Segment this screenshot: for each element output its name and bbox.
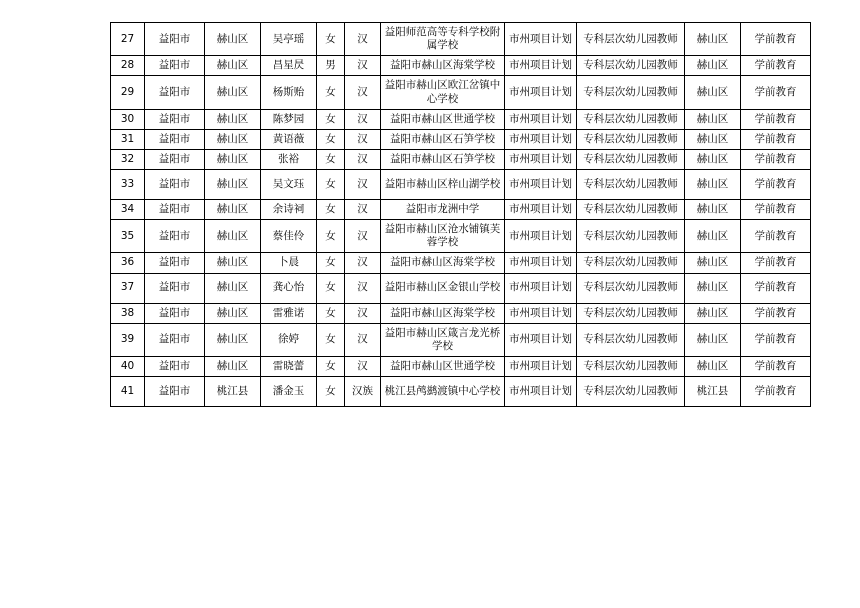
cell-plan: 市州项目计划	[505, 323, 577, 356]
cell-major: 学前教育	[741, 253, 811, 273]
cell-sex: 女	[317, 253, 345, 273]
cell-major: 学前教育	[741, 129, 811, 149]
cell-city: 益阳市	[145, 200, 205, 220]
cell-plan: 市州项目计划	[505, 220, 577, 253]
cell-major: 学前教育	[741, 109, 811, 129]
cell-plan: 市州项目计划	[505, 76, 577, 109]
cell-place: 赫山区	[685, 129, 741, 149]
cell-district: 赫山区	[205, 220, 261, 253]
cell-plan: 市州项目计划	[505, 303, 577, 323]
cell-place: 赫山区	[685, 356, 741, 376]
cell-name: 陈梦园	[261, 109, 317, 129]
cell-ethnicity: 汉	[345, 200, 381, 220]
cell-district: 赫山区	[205, 356, 261, 376]
table-row	[111, 170, 811, 200]
cell-name: 杨斯贻	[261, 76, 317, 109]
cell-num: 38	[111, 303, 145, 323]
cell-city: 益阳市	[145, 129, 205, 149]
cell-sex: 女	[317, 303, 345, 323]
cell-ethnicity: 汉族	[345, 377, 381, 407]
cell-major: 学前教育	[741, 273, 811, 303]
cell-city: 益阳市	[145, 76, 205, 109]
cell-sex: 女	[317, 200, 345, 220]
cell-place: 桃江县	[685, 377, 741, 407]
cell-plan: 市州项目计划	[505, 56, 577, 76]
cell-place: 赫山区	[685, 149, 741, 169]
cell-name: 潘金玉	[261, 377, 317, 407]
cell-plan: 市州项目计划	[505, 109, 577, 129]
cell-post: 专科层次幼儿园教师	[577, 170, 685, 200]
cell-place: 赫山区	[685, 220, 741, 253]
cell-num: 36	[111, 253, 145, 273]
cell-sex: 女	[317, 377, 345, 407]
cell-major: 学前教育	[741, 170, 811, 200]
cell-sex: 女	[317, 129, 345, 149]
cell-sex: 女	[317, 356, 345, 376]
cell-city: 益阳市	[145, 56, 205, 76]
cell-ethnicity: 汉	[345, 220, 381, 253]
cell-post: 专科层次幼儿园教师	[577, 253, 685, 273]
cell-city: 益阳市	[145, 253, 205, 273]
cell-sex: 女	[317, 23, 345, 56]
cell-ethnicity: 汉	[345, 323, 381, 356]
roster-table-body	[111, 23, 811, 407]
cell-ethnicity: 汉	[345, 303, 381, 323]
cell-city: 益阳市	[145, 170, 205, 200]
cell-post: 专科层次幼儿园教师	[577, 23, 685, 56]
cell-name: 徐婷	[261, 323, 317, 356]
table-row	[111, 23, 811, 56]
cell-num: 31	[111, 129, 145, 149]
cell-post: 专科层次幼儿园教师	[577, 356, 685, 376]
cell-place: 赫山区	[685, 273, 741, 303]
cell-ethnicity: 汉	[345, 149, 381, 169]
cell-place: 赫山区	[685, 253, 741, 273]
cell-num: 35	[111, 220, 145, 253]
cell-num: 32	[111, 149, 145, 169]
cell-major: 学前教育	[741, 220, 811, 253]
table-row	[111, 253, 811, 273]
cell-sex: 女	[317, 323, 345, 356]
cell-post: 专科层次幼儿园教师	[577, 377, 685, 407]
cell-school: 益阳市赫山区沧水铺镇芙蓉学校	[381, 220, 505, 253]
cell-name: 吴文珏	[261, 170, 317, 200]
cell-city: 益阳市	[145, 220, 205, 253]
cell-district: 赫山区	[205, 303, 261, 323]
cell-major: 学前教育	[741, 76, 811, 109]
cell-ethnicity: 汉	[345, 56, 381, 76]
cell-sex: 女	[317, 170, 345, 200]
cell-sex: 女	[317, 220, 345, 253]
cell-city: 益阳市	[145, 23, 205, 56]
cell-school: 益阳市赫山区石笋学校	[381, 149, 505, 169]
cell-school: 益阳市赫山区海棠学校	[381, 253, 505, 273]
cell-district: 赫山区	[205, 129, 261, 149]
table-row	[111, 323, 811, 356]
cell-num: 30	[111, 109, 145, 129]
cell-post: 专科层次幼儿园教师	[577, 149, 685, 169]
cell-district: 赫山区	[205, 109, 261, 129]
cell-school: 益阳市赫山区海棠学校	[381, 56, 505, 76]
cell-school: 益阳市赫山区金银山学校	[381, 273, 505, 303]
cell-ethnicity: 汉	[345, 356, 381, 376]
cell-district: 桃江县	[205, 377, 261, 407]
cell-ethnicity: 汉	[345, 76, 381, 109]
cell-post: 专科层次幼儿园教师	[577, 76, 685, 109]
table-row	[111, 149, 811, 169]
cell-district: 赫山区	[205, 23, 261, 56]
cell-city: 益阳市	[145, 109, 205, 129]
cell-district: 赫山区	[205, 76, 261, 109]
cell-name: 吴亭瑶	[261, 23, 317, 56]
cell-school: 益阳师范高等专科学校附属学校	[381, 23, 505, 56]
cell-ethnicity: 汉	[345, 109, 381, 129]
cell-num: 27	[111, 23, 145, 56]
cell-major: 学前教育	[741, 377, 811, 407]
cell-major: 学前教育	[741, 356, 811, 376]
cell-place: 赫山区	[685, 200, 741, 220]
cell-major: 学前教育	[741, 200, 811, 220]
cell-district: 赫山区	[205, 323, 261, 356]
cell-city: 益阳市	[145, 303, 205, 323]
cell-post: 专科层次幼儿园教师	[577, 323, 685, 356]
cell-num: 37	[111, 273, 145, 303]
cell-plan: 市州项目计划	[505, 170, 577, 200]
cell-name: 卜晨	[261, 253, 317, 273]
cell-ethnicity: 汉	[345, 129, 381, 149]
table-row	[111, 356, 811, 376]
cell-post: 专科层次幼儿园教师	[577, 303, 685, 323]
cell-plan: 市州项目计划	[505, 377, 577, 407]
cell-num: 39	[111, 323, 145, 356]
cell-school: 益阳市赫山区欧江岔镇中心学校	[381, 76, 505, 109]
cell-city: 益阳市	[145, 377, 205, 407]
table-row	[111, 303, 811, 323]
cell-school: 益阳市赫山区世通学校	[381, 109, 505, 129]
cell-place: 赫山区	[685, 109, 741, 129]
cell-num: 28	[111, 56, 145, 76]
cell-place: 赫山区	[685, 170, 741, 200]
cell-school: 益阳市赫山区箴言龙光桥学校	[381, 323, 505, 356]
cell-ethnicity: 汉	[345, 23, 381, 56]
roster-table-container	[110, 22, 797, 407]
cell-plan: 市州项目计划	[505, 273, 577, 303]
cell-ethnicity: 汉	[345, 170, 381, 200]
cell-school: 益阳市龙洲中学	[381, 200, 505, 220]
table-row	[111, 220, 811, 253]
cell-num: 41	[111, 377, 145, 407]
cell-school: 益阳市赫山区石笋学校	[381, 129, 505, 149]
table-row	[111, 200, 811, 220]
table-row	[111, 76, 811, 109]
cell-city: 益阳市	[145, 323, 205, 356]
cell-district: 赫山区	[205, 253, 261, 273]
cell-city: 益阳市	[145, 149, 205, 169]
cell-name: 张裕	[261, 149, 317, 169]
roster-table	[110, 22, 811, 407]
table-row	[111, 109, 811, 129]
cell-post: 专科层次幼儿园教师	[577, 109, 685, 129]
cell-city: 益阳市	[145, 356, 205, 376]
cell-name: 黄语薇	[261, 129, 317, 149]
cell-name: 雷晓蕾	[261, 356, 317, 376]
cell-district: 赫山区	[205, 149, 261, 169]
cell-school: 益阳市赫山区海棠学校	[381, 303, 505, 323]
cell-num: 33	[111, 170, 145, 200]
table-row	[111, 56, 811, 76]
cell-major: 学前教育	[741, 303, 811, 323]
cell-sex: 女	[317, 149, 345, 169]
table-row	[111, 377, 811, 407]
cell-city: 益阳市	[145, 273, 205, 303]
cell-ethnicity: 汉	[345, 253, 381, 273]
cell-num: 34	[111, 200, 145, 220]
cell-ethnicity: 汉	[345, 273, 381, 303]
cell-post: 专科层次幼儿园教师	[577, 220, 685, 253]
cell-name: 龚心怡	[261, 273, 317, 303]
cell-school: 益阳市赫山区世通学校	[381, 356, 505, 376]
cell-plan: 市州项目计划	[505, 200, 577, 220]
cell-plan: 市州项目计划	[505, 129, 577, 149]
cell-major: 学前教育	[741, 23, 811, 56]
cell-post: 专科层次幼儿园教师	[577, 56, 685, 76]
cell-plan: 市州项目计划	[505, 23, 577, 56]
cell-district: 赫山区	[205, 273, 261, 303]
cell-district: 赫山区	[205, 170, 261, 200]
cell-district: 赫山区	[205, 56, 261, 76]
cell-major: 学前教育	[741, 323, 811, 356]
cell-place: 赫山区	[685, 76, 741, 109]
cell-name: 余诗祠	[261, 200, 317, 220]
cell-sex: 女	[317, 109, 345, 129]
cell-place: 赫山区	[685, 323, 741, 356]
cell-school: 桃江县鸬鹚渡镇中心学校	[381, 377, 505, 407]
cell-post: 专科层次幼儿园教师	[577, 200, 685, 220]
cell-place: 赫山区	[685, 56, 741, 76]
cell-plan: 市州项目计划	[505, 356, 577, 376]
cell-num: 40	[111, 356, 145, 376]
cell-num: 29	[111, 76, 145, 109]
cell-post: 专科层次幼儿园教师	[577, 129, 685, 149]
cell-place: 赫山区	[685, 303, 741, 323]
cell-sex: 男	[317, 56, 345, 76]
cell-name: 蔡佳伶	[261, 220, 317, 253]
cell-sex: 女	[317, 76, 345, 109]
cell-major: 学前教育	[741, 56, 811, 76]
table-row	[111, 273, 811, 303]
cell-name: 雷雅诺	[261, 303, 317, 323]
cell-place: 赫山区	[685, 23, 741, 56]
cell-sex: 女	[317, 273, 345, 303]
cell-school: 益阳市赫山区梓山湖学校	[381, 170, 505, 200]
table-row	[111, 129, 811, 149]
cell-name: 昌星昃	[261, 56, 317, 76]
cell-post: 专科层次幼儿园教师	[577, 273, 685, 303]
cell-plan: 市州项目计划	[505, 149, 577, 169]
cell-plan: 市州项目计划	[505, 253, 577, 273]
cell-major: 学前教育	[741, 149, 811, 169]
cell-district: 赫山区	[205, 200, 261, 220]
